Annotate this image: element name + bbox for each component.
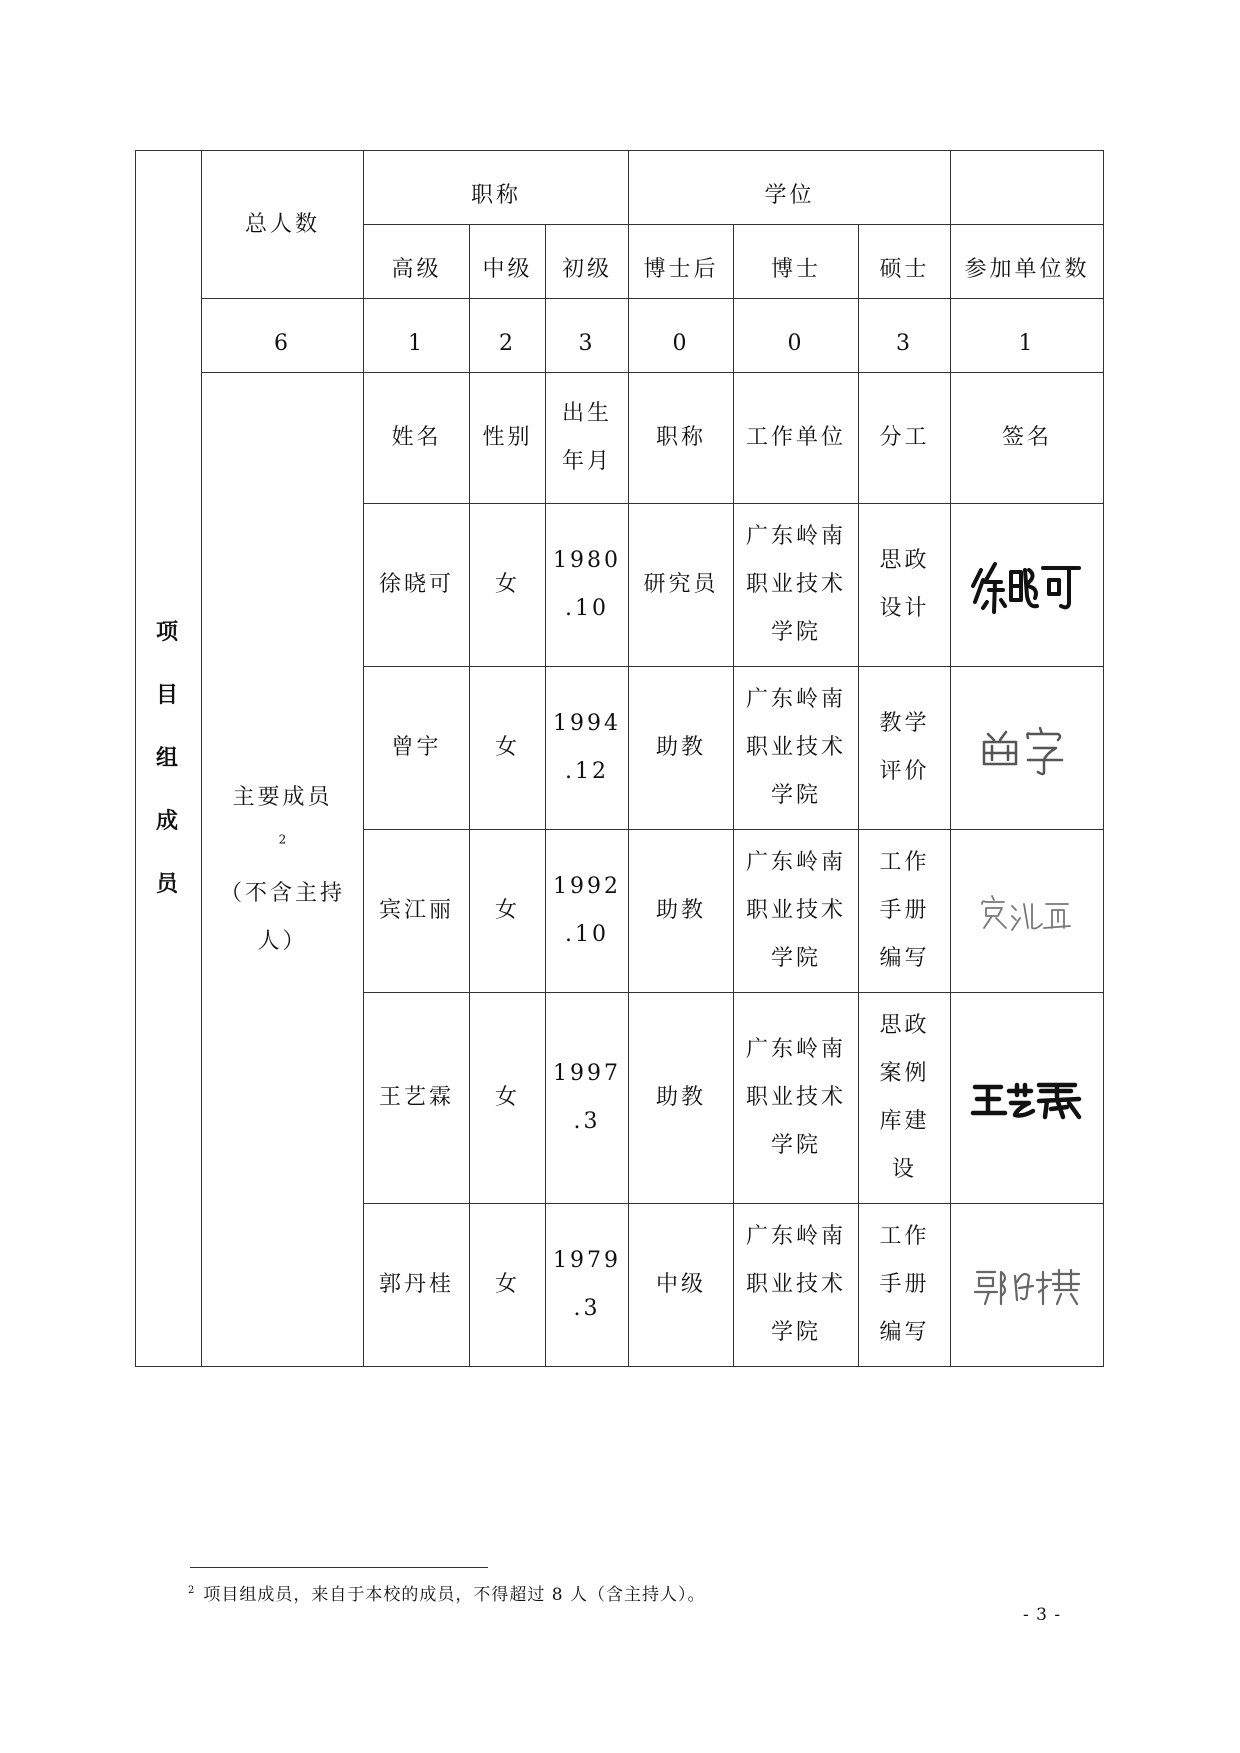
header-gender: 性别: [470, 373, 546, 504]
value-master: 3: [859, 299, 951, 373]
member-role: 工作 手册 编写: [859, 1204, 951, 1367]
member-gender: 女: [470, 504, 546, 667]
member-name: 宾江丽: [364, 830, 470, 993]
header-signature: 签名: [951, 373, 1104, 504]
member-birth: 1980 .10: [546, 504, 629, 667]
member-signature: [951, 1204, 1104, 1367]
header-postdoc: 博士后: [629, 225, 734, 299]
member-gender: 女: [470, 667, 546, 830]
members-label-cell: [202, 373, 364, 1367]
member-birth: 1994 .12: [546, 667, 629, 830]
member-name: 王艺霖: [364, 993, 470, 1204]
title-group-header: 职称: [364, 151, 629, 225]
signature-image: [972, 718, 1082, 778]
member-birth: 1997 .3: [546, 993, 629, 1204]
member-title: 研究员: [629, 504, 734, 667]
header-unit-count: 参加单位数: [951, 225, 1104, 299]
value-intermediate: 2: [470, 299, 546, 373]
header-unit: 工作单位: [734, 373, 859, 504]
member-gender: 女: [470, 830, 546, 993]
header-name: 姓名: [364, 373, 470, 504]
member-role: 思政 设计: [859, 504, 951, 667]
total-label: 总人数: [244, 211, 320, 237]
value-phd: 0: [734, 299, 859, 373]
header-senior: 高级: [364, 225, 470, 299]
value-postdoc: 0: [629, 299, 734, 373]
signature-image: [967, 550, 1087, 620]
member-unit: 广东岭南 职业技术 学院: [734, 830, 859, 993]
member-unit: 广东岭南 职业技术 学院: [734, 504, 859, 667]
units-group-header: [951, 151, 1104, 225]
member-birth: 1992 .10: [546, 830, 629, 993]
footnote: [188, 1580, 706, 1605]
member-signature: [951, 830, 1104, 993]
header-junior: 初级: [546, 225, 629, 299]
member-birth: 1979 .3: [546, 1204, 629, 1367]
section-title-char: 项: [155, 620, 181, 645]
degree-group-header: 学位: [629, 151, 951, 225]
member-gender: 女: [470, 993, 546, 1204]
value-unit-count: 1: [951, 299, 1104, 373]
value-junior: 3: [546, 299, 629, 373]
page-number: - 3 -: [1023, 1605, 1062, 1625]
project-members-table: [135, 150, 1104, 1367]
member-role: 教学 评价: [859, 667, 951, 830]
total-label-cell: [202, 151, 364, 299]
member-title: 助教: [629, 993, 734, 1204]
footnote-mark: 2: [278, 832, 287, 847]
header-master: 硕士: [859, 225, 951, 299]
member-title: 中级: [629, 1204, 734, 1367]
section-title-char: 成: [155, 809, 181, 834]
member-role: 思政 案例 库建 设: [859, 993, 951, 1204]
member-unit: 广东岭南 职业技术 学院: [734, 667, 859, 830]
section-title: [136, 151, 202, 1367]
member-name: 郭丹桂: [364, 1204, 470, 1367]
section-title-char: 组: [155, 746, 181, 771]
total-value: 6: [202, 299, 364, 373]
member-title: 助教: [629, 667, 734, 830]
member-signature: [951, 504, 1104, 667]
header-intermediate: 中级: [470, 225, 546, 299]
section-title-char: 目: [155, 683, 181, 708]
footnote-text: 项目组成员，来自于本校的成员，不得超过 8 人（含主持人）。: [203, 1585, 706, 1605]
section-title-chars: [156, 601, 181, 916]
header-birth: 出生 年月: [546, 373, 629, 504]
signature-image: [967, 1260, 1087, 1310]
header-role: 分工: [859, 373, 951, 504]
footnote-divider: [190, 1567, 488, 1568]
section-title-char: 员: [155, 872, 181, 897]
value-senior: 1: [364, 299, 470, 373]
member-unit: 广东岭南 职业技术 学院: [734, 1204, 859, 1367]
member-gender: 女: [470, 1204, 546, 1367]
member-signature: [951, 993, 1104, 1204]
members-label: 主要成员 $^2$ （不含主持 人）: [219, 784, 345, 954]
member-title: 助教: [629, 830, 734, 993]
header-phd: 博士: [734, 225, 859, 299]
member-name: 徐晓可: [364, 504, 470, 667]
signature-image: [967, 1073, 1087, 1123]
member-name: 曾宇: [364, 667, 470, 830]
member-signature: [951, 667, 1104, 830]
member-role: 工作 手册 编写: [859, 830, 951, 993]
signature-image: [972, 886, 1082, 936]
header-title: 职称: [629, 373, 734, 504]
footnote-number: 2: [188, 1585, 196, 1597]
member-unit: 广东岭南 职业技术 学院: [734, 993, 859, 1204]
